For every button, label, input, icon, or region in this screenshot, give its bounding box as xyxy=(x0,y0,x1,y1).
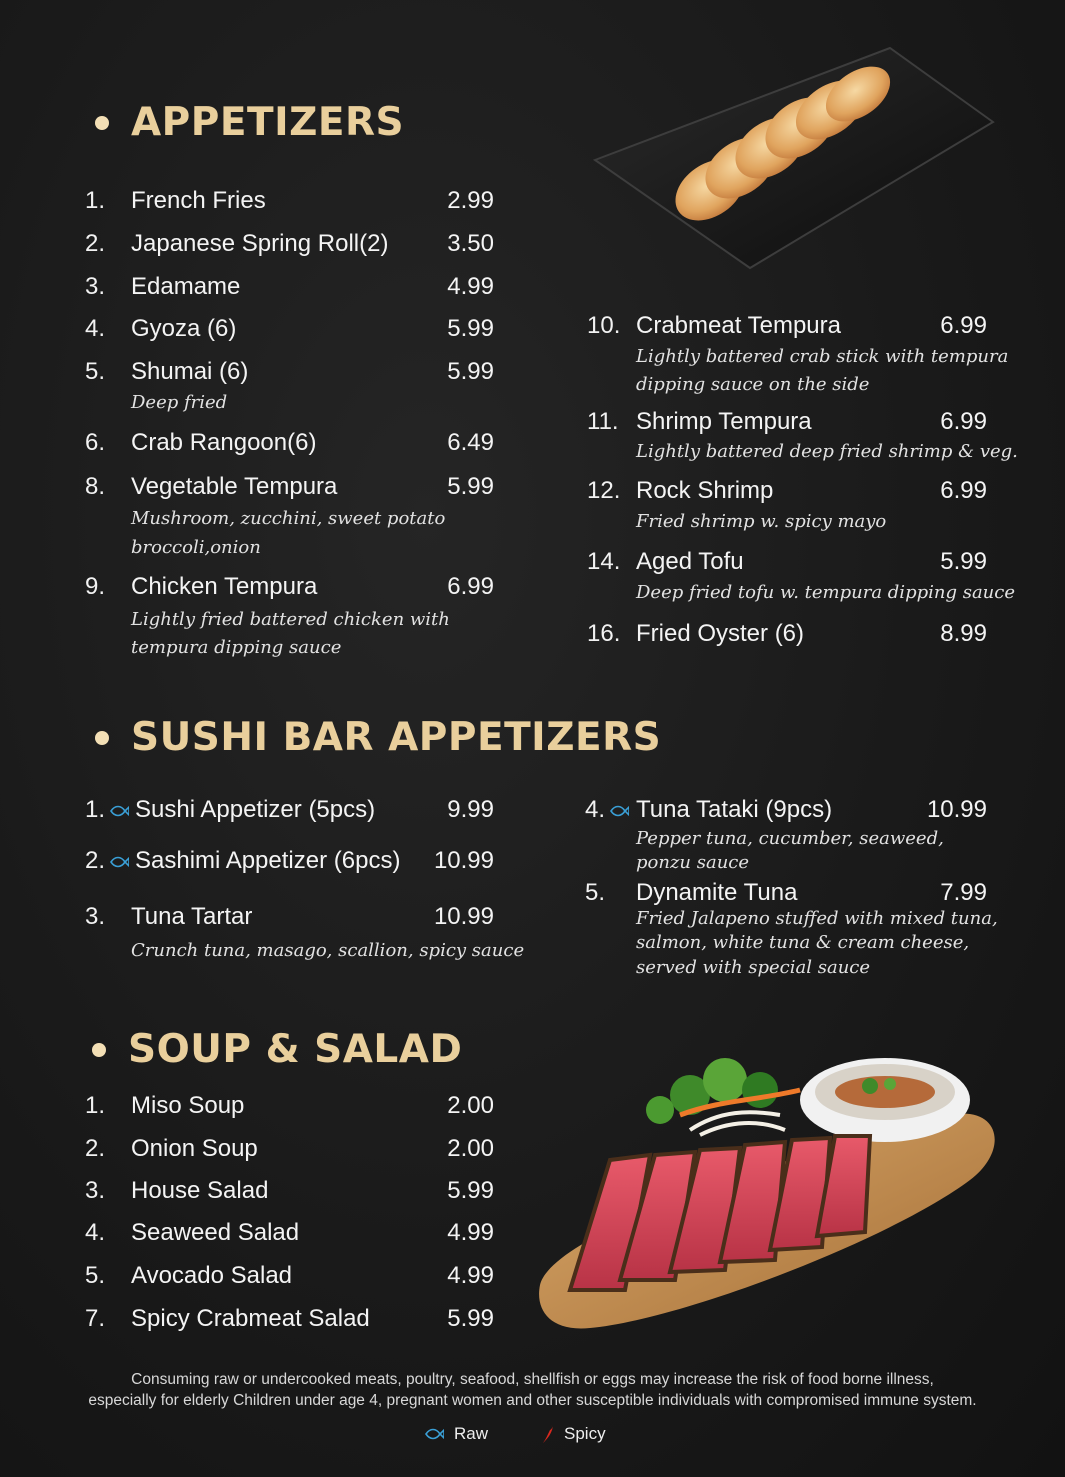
menu-item xyxy=(587,620,987,654)
item-number: 1. xyxy=(85,1092,106,1119)
item-name: Sashimi Appetizer (6pcs) xyxy=(135,847,401,874)
appetizers-title: APPETIZERS xyxy=(131,100,405,145)
menu-item xyxy=(85,315,494,349)
item-number: 3. xyxy=(85,273,106,300)
bullet-icon xyxy=(95,731,109,745)
menu-item xyxy=(85,573,494,607)
item-description: Lightly battered crab stick with tempura xyxy=(636,346,1009,367)
item-number: 1. xyxy=(85,796,106,823)
gyoza-plate-photo xyxy=(590,40,1000,275)
item-price: 6.99 xyxy=(940,408,987,435)
item-number: 12. xyxy=(587,477,621,504)
fish-icon xyxy=(609,804,629,818)
item-price: 2.99 xyxy=(447,187,494,214)
menu-item xyxy=(85,1305,494,1339)
item-number: 5. xyxy=(85,1262,106,1289)
item-description: salmon, white tuna & cream cheese, xyxy=(636,932,970,953)
item-price: 10.99 xyxy=(926,796,987,823)
item-name: House Salad xyxy=(131,1177,269,1204)
menu-item xyxy=(85,1135,494,1169)
menu-item xyxy=(587,477,987,511)
item-number: 7. xyxy=(85,1305,106,1332)
item-price: 10.99 xyxy=(433,847,494,874)
item-price: 4.99 xyxy=(447,1219,494,1246)
item-number: 2. xyxy=(85,1135,106,1162)
food-safety-disclaimer xyxy=(60,1369,1005,1411)
item-description: served with special sauce xyxy=(636,957,871,978)
chili-pepper-icon xyxy=(542,1424,554,1444)
item-name: Dynamite Tuna xyxy=(636,879,798,906)
item-number: 16. xyxy=(587,620,621,647)
item-number: 1. xyxy=(85,187,106,214)
item-name: Crabmeat Tempura xyxy=(636,312,841,339)
item-number: 5. xyxy=(585,879,606,906)
menu-item xyxy=(587,548,987,582)
item-description: ponzu sauce xyxy=(636,852,750,873)
item-description: Mushroom, zucchini, sweet potato xyxy=(131,508,446,529)
item-name: Rock Shrimp xyxy=(636,477,774,504)
item-number: 14. xyxy=(587,548,621,575)
bullet-icon xyxy=(95,116,109,130)
fish-icon xyxy=(424,1427,444,1441)
item-name: Sushi Appetizer (5pcs) xyxy=(135,796,376,823)
item-name: Chicken Tempura xyxy=(131,573,318,600)
item-name: Seaweed Salad xyxy=(131,1219,300,1246)
item-description: Fried Jalapeno stuffed with mixed tuna, xyxy=(636,908,998,929)
item-number: 6. xyxy=(85,429,106,456)
item-number: 8. xyxy=(85,473,106,500)
item-description: Crunch tuna, masago, scallion, spicy sauce xyxy=(131,940,525,961)
item-name: Miso Soup xyxy=(131,1092,245,1119)
item-number: 4. xyxy=(585,796,606,823)
item-name: Vegetable Tempura xyxy=(131,473,338,500)
item-price: 8.99 xyxy=(940,620,987,647)
legend-spicy-label: Spicy xyxy=(564,1424,606,1443)
item-price: 5.99 xyxy=(447,473,494,500)
bullet-icon xyxy=(92,1043,106,1057)
item-number: 5. xyxy=(85,358,106,385)
menu-item xyxy=(85,1219,494,1253)
menu-item xyxy=(85,847,494,881)
item-price: 2.00 xyxy=(447,1135,494,1162)
item-number: 2. xyxy=(85,230,106,257)
menu-item xyxy=(85,358,494,392)
item-name: Aged Tofu xyxy=(636,548,744,575)
menu-item xyxy=(85,273,494,307)
item-description: Lightly battered deep fried shrimp & veg. xyxy=(636,441,1018,462)
item-price: 7.99 xyxy=(940,879,987,906)
menu-item xyxy=(85,429,494,463)
item-description: Deep fried xyxy=(131,392,228,413)
item-name: Tuna Tartar xyxy=(131,903,253,930)
appetizers-heading xyxy=(95,100,404,145)
menu-item xyxy=(85,473,494,507)
item-description: dipping sauce on the side xyxy=(636,374,870,395)
tuna-tataki-photo xyxy=(530,1040,1000,1335)
legend-spicy xyxy=(542,1424,606,1444)
menu-item xyxy=(85,187,494,221)
item-name: Shrimp Tempura xyxy=(636,408,812,435)
item-description: Pepper tuna, cucumber, seaweed, xyxy=(636,828,944,849)
item-name: French Fries xyxy=(131,187,266,214)
item-price: 9.99 xyxy=(447,796,494,823)
item-description: tempura dipping sauce xyxy=(131,637,342,658)
disclaimer-line: especially for elderly Children under age 4, pregnant women and other susceptible individuals with compromised immune system. xyxy=(88,1392,977,1409)
item-description: Fried shrimp w. spicy mayo xyxy=(636,511,887,532)
item-price: 6.49 xyxy=(447,429,494,456)
item-name: Japanese Spring Roll(2) xyxy=(131,230,389,257)
menu-item xyxy=(85,230,494,264)
item-number: 3. xyxy=(85,1177,106,1204)
item-price: 6.99 xyxy=(447,573,494,600)
soup-salad-title: SOUP & SALAD xyxy=(128,1027,463,1072)
sushi-bar-title: SUSHI BAR APPETIZERS xyxy=(131,715,662,760)
item-price: 5.99 xyxy=(940,548,987,575)
menu-item xyxy=(85,1092,494,1126)
item-price: 10.99 xyxy=(433,903,494,930)
menu-item xyxy=(587,408,987,442)
fish-icon xyxy=(109,804,129,818)
item-name: Edamame xyxy=(131,273,241,300)
fish-icon xyxy=(109,855,129,869)
item-price: 6.99 xyxy=(940,312,987,339)
item-description: broccoli,onion xyxy=(131,537,261,558)
menu-item xyxy=(585,796,987,830)
item-price: 5.99 xyxy=(447,358,494,385)
item-price: 6.99 xyxy=(940,477,987,504)
item-price: 2.00 xyxy=(447,1092,494,1119)
item-name: Spicy Crabmeat Salad xyxy=(131,1305,370,1332)
item-price: 5.99 xyxy=(447,1305,494,1332)
disclaimer-line: Consuming raw or undercooked meats, poultry, seafood, shellfish or eggs may increase the risk of food borne illness, xyxy=(131,1371,934,1388)
item-price: 5.99 xyxy=(447,1177,494,1204)
item-name: Shumai (6) xyxy=(131,358,249,385)
soup-salad-heading xyxy=(92,1027,462,1072)
item-price: 3.50 xyxy=(447,230,494,257)
item-number: 2. xyxy=(85,847,106,874)
item-number: 4. xyxy=(85,315,106,342)
item-name: Avocado Salad xyxy=(131,1262,293,1289)
item-number: 4. xyxy=(85,1219,106,1246)
menu-item xyxy=(85,1177,494,1211)
menu-item xyxy=(85,1262,494,1296)
legend-raw-label: Raw xyxy=(454,1424,489,1443)
item-number: 3. xyxy=(85,903,106,930)
legend-raw xyxy=(424,1424,488,1444)
item-number: 9. xyxy=(85,573,106,600)
menu-item xyxy=(85,903,494,937)
item-name: Fried Oyster (6) xyxy=(636,620,805,647)
menu-item xyxy=(587,312,987,346)
item-name: Onion Soup xyxy=(131,1135,258,1162)
menu-item xyxy=(85,796,494,830)
item-name: Gyoza (6) xyxy=(131,315,237,342)
item-price: 4.99 xyxy=(447,1262,494,1289)
sushi-bar-heading xyxy=(95,715,661,760)
item-number: 11. xyxy=(587,408,619,435)
item-name: Crab Rangoon(6) xyxy=(131,429,317,456)
item-price: 5.99 xyxy=(447,315,494,342)
item-name: Tuna Tataki (9pcs) xyxy=(636,796,833,823)
item-description: Deep fried tofu w. tempura dipping sauce xyxy=(636,582,1016,603)
item-description: Lightly fried battered chicken with xyxy=(131,609,450,630)
item-number: 10. xyxy=(587,312,621,339)
item-price: 4.99 xyxy=(447,273,494,300)
